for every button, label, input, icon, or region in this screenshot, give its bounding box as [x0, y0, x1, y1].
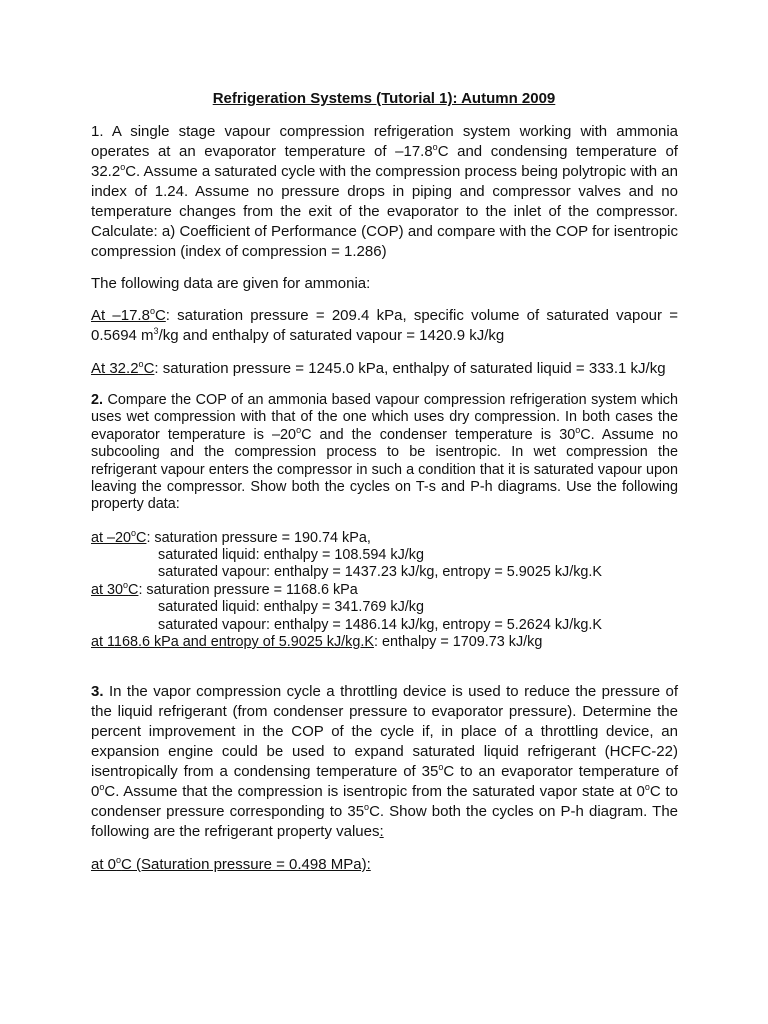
property-row: at –20$^o$C: saturation pressure = 190.74 kPa,: [91, 528, 371, 546]
property-row: at 30$^o$C: saturation pressure = 1168.6 kPa: [91, 580, 358, 598]
ammonia-data-evaporator: At –17.8$^o$C: saturation pressure = 209.4 kPa, specific volume of saturated vapour = 0.5694 $m^3/kg$ and enthalpy of saturated vapour = 1420.9 kJ/kg: [91, 306, 678, 344]
property-row: saturated vapour: enthalpy = 1486.14 kJ/kg, entropy = 5.2624 kJ/kg.K: [158, 617, 603, 633]
property-heading: at 0$^o$C (Saturation pressure = 0.498 MPa):: [91, 855, 371, 873]
property-row: at 1168.6 kPa and entropy of 5.9025 kJ/kg.K: enthalpy = 1709.73 kJ/kg: [91, 634, 543, 650]
property-row: saturated vapour: enthalpy = 1437.23 kJ/kg, entropy = 5.9025 kJ/kg.K: [158, 564, 603, 580]
question-3: 3. In the vapor compression cycle a throttling device is used to reduce the pressure of the liquid refrigerant (from condenser pressure to evaporator pressure). Determine the percent improvement in the COP of the cycle if, in place of a throttling device, an expansion engine could be used to expand saturated liquid refrigerant (HCFC-22) isentropically from a condensing temperature of 35$^o$C to an evaporator temperature of 0$^o$C. Assume that the compression is isentropic from the saturated vapor state at 0$^o$C to condenser pressure corresponding to 35$^o$C. Show both the cycles on P-h diagram. The following are the refrigerant property values:: [91, 683, 679, 840]
page-title: Refrigeration Systems (Tutorial 1): Autumn 2009: [212, 90, 556, 107]
ammonia-data-condenser: At 32.2$^o$C: saturation pressure = 1245.0 kPa, enthalpy of saturated liquid = 333.1 kJ/kg: [91, 359, 666, 377]
question-3-number: 3.: [91, 683, 104, 700]
data-intro: The following data are given for ammonia:: [91, 275, 371, 292]
question-1: 1. A single stage vapour compression refrigeration system working with ammonia operates at an evaporator temperature of –17.8$^o$C and condensing temperature of 32.2$^o$C. Assume a saturated cycle with the compression process being polytropic with an index of 1.24. Assume no pressure drops in piping and compressor valves and no temperature changes from the exit of the evaporator to the inlet of the compressor. Calculate: a) Coefficient of Performance (COP) and compare with the COP for isentropic compression (index of compression = 1.286): [91, 123, 678, 260]
question-1-number: 1.: [91, 123, 104, 140]
question-2: 2. Compare the COP of an ammonia based vapour compression refrigeration system which uses wet compression with that of the one which uses dry compression. In both cases the evaporator temperature is –20$^o$C and the condenser temperature is 30$^o$C. Assume no subcooling and the compression process to be isentropic. In wet compression the refrigerant vapour enters the compressor in such a condition that it is saturated vapour upon leaving the compressor. Show both the cycles on T-s and P-h diagrams. Use the following property data:: [91, 392, 678, 513]
property-row: saturated liquid: enthalpy = 108.594 kJ/kg: [158, 547, 425, 563]
property-row: saturated liquid: enthalpy = 341.769 kJ/kg: [158, 599, 425, 615]
question-2-number: 2.: [91, 392, 104, 408]
